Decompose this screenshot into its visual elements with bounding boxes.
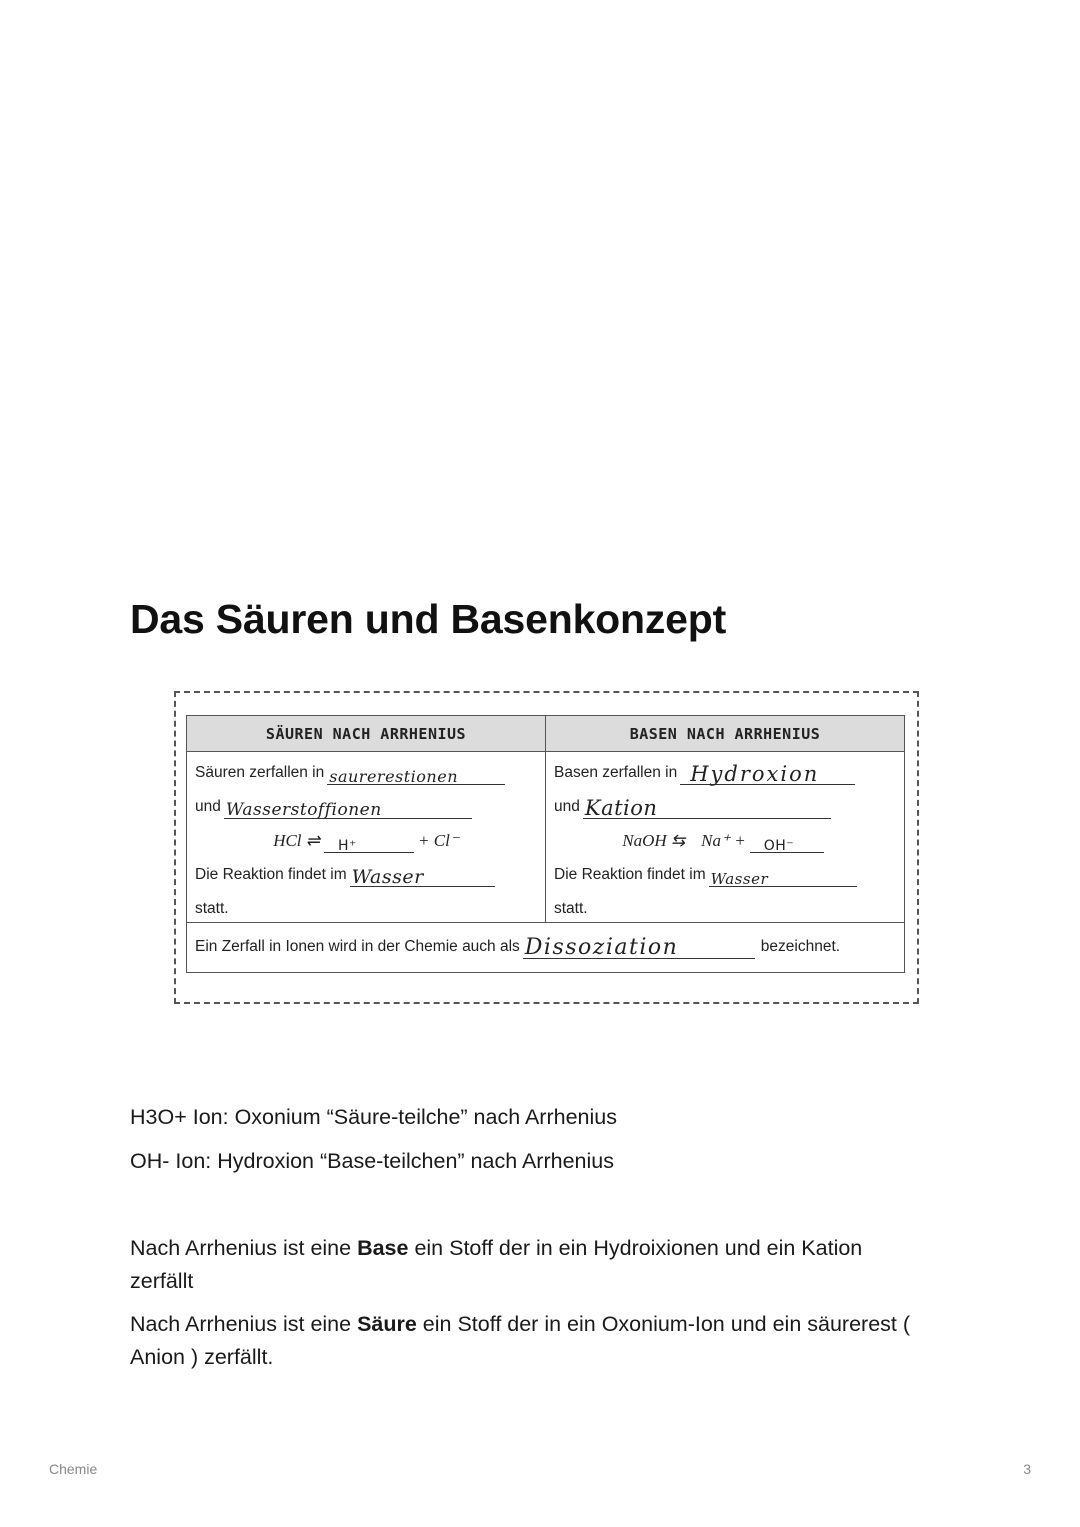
note-acid-definition bbox=[130, 1308, 930, 1374]
bases-line2-blank bbox=[583, 796, 831, 819]
note-base-pre: Nach Arrhenius ist eine bbox=[130, 1236, 358, 1260]
note-acid-bold: Säure bbox=[357, 1312, 417, 1336]
note-acid-pre: Nach Arrhenius ist eine bbox=[130, 1312, 358, 1336]
bottom-answer: Dissoziation bbox=[524, 934, 679, 960]
bottom-prefix: Ein Zerfall in Ionen wird in der Chemie auch als bbox=[195, 938, 520, 955]
acids-line4-prefix: Die Reaktion findet im bbox=[195, 866, 347, 883]
bases-eq-mid: Na⁺ + bbox=[701, 831, 746, 850]
bases-eq-answer: OH⁻ bbox=[763, 837, 795, 854]
note-hydroxion: OH- Ion: Hydroxion “Base-teilchen” nach Arrhenius bbox=[130, 1149, 614, 1173]
acids-eq-answer: H⁺ bbox=[338, 837, 357, 854]
bottom-suffix: bezeichnet. bbox=[760, 938, 841, 955]
page-title: Das Säuren und Basenkonzept bbox=[130, 596, 727, 642]
footer-subject: Chemie bbox=[49, 1461, 98, 1477]
bases-eq-blank bbox=[750, 830, 824, 853]
acids-eq-blank bbox=[324, 830, 414, 853]
acids-line1-blank bbox=[327, 762, 505, 785]
bases-eq-left: NaOH ⇆ bbox=[622, 831, 686, 850]
note-acid-post: ein Stoff der in ein Oxonium-Ion und ein säurerest ( Anion ) zerfällt. bbox=[130, 1312, 911, 1369]
bases-header: BASEN NACH ARRHENIUS bbox=[546, 716, 905, 752]
acids-cell bbox=[187, 752, 545, 922]
bases-line4-prefix: Die Reaktion findet im bbox=[554, 866, 706, 883]
bases-line1-prefix: Basen zerfallen in bbox=[554, 764, 678, 781]
bases-cell bbox=[546, 752, 904, 922]
bases-line2-prefix: und bbox=[554, 798, 580, 815]
acids-eq-right: + Cl⁻ bbox=[418, 831, 459, 850]
acids-line4-blank bbox=[350, 864, 495, 887]
acids-header: SÄUREN NACH ARRHENIUS bbox=[187, 716, 546, 752]
worksheet-table bbox=[186, 715, 905, 973]
bases-line4-blank bbox=[709, 864, 857, 887]
bottom-blank bbox=[523, 936, 755, 959]
bases-line2-answer: Kation bbox=[584, 795, 658, 820]
bases-line1-answer: Hydroxion bbox=[690, 761, 820, 786]
acids-line4-answer: Wasser bbox=[351, 865, 424, 888]
note-oxonium: H3O+ Ion: Oxonium “Säure-teilche” nach Arrhenius bbox=[130, 1105, 617, 1129]
bases-line4-answer: Wasser bbox=[710, 869, 769, 888]
note-base-definition bbox=[130, 1232, 930, 1298]
footer-page-number: 3 bbox=[1023, 1461, 1031, 1477]
note-base-bold: Base bbox=[357, 1236, 409, 1260]
bottom-cell bbox=[187, 923, 904, 972]
acids-line5: statt. bbox=[195, 900, 229, 917]
acids-line2-prefix: und bbox=[195, 798, 221, 815]
acids-line1-prefix: Säuren zerfallen in bbox=[195, 764, 325, 781]
bases-line1-blank bbox=[680, 762, 855, 785]
acids-eq-left: HCl ⇌ bbox=[273, 831, 321, 850]
acids-line2-blank bbox=[224, 796, 472, 819]
bases-line5: statt. bbox=[554, 900, 588, 917]
note-base-post: ein Stoff der in ein Hydroixionen und ein Kation zerfällt bbox=[130, 1236, 863, 1293]
acids-line1-answer: saurerestionen bbox=[329, 766, 459, 786]
acids-line2-answer: Wasserstoffionen bbox=[225, 799, 382, 820]
